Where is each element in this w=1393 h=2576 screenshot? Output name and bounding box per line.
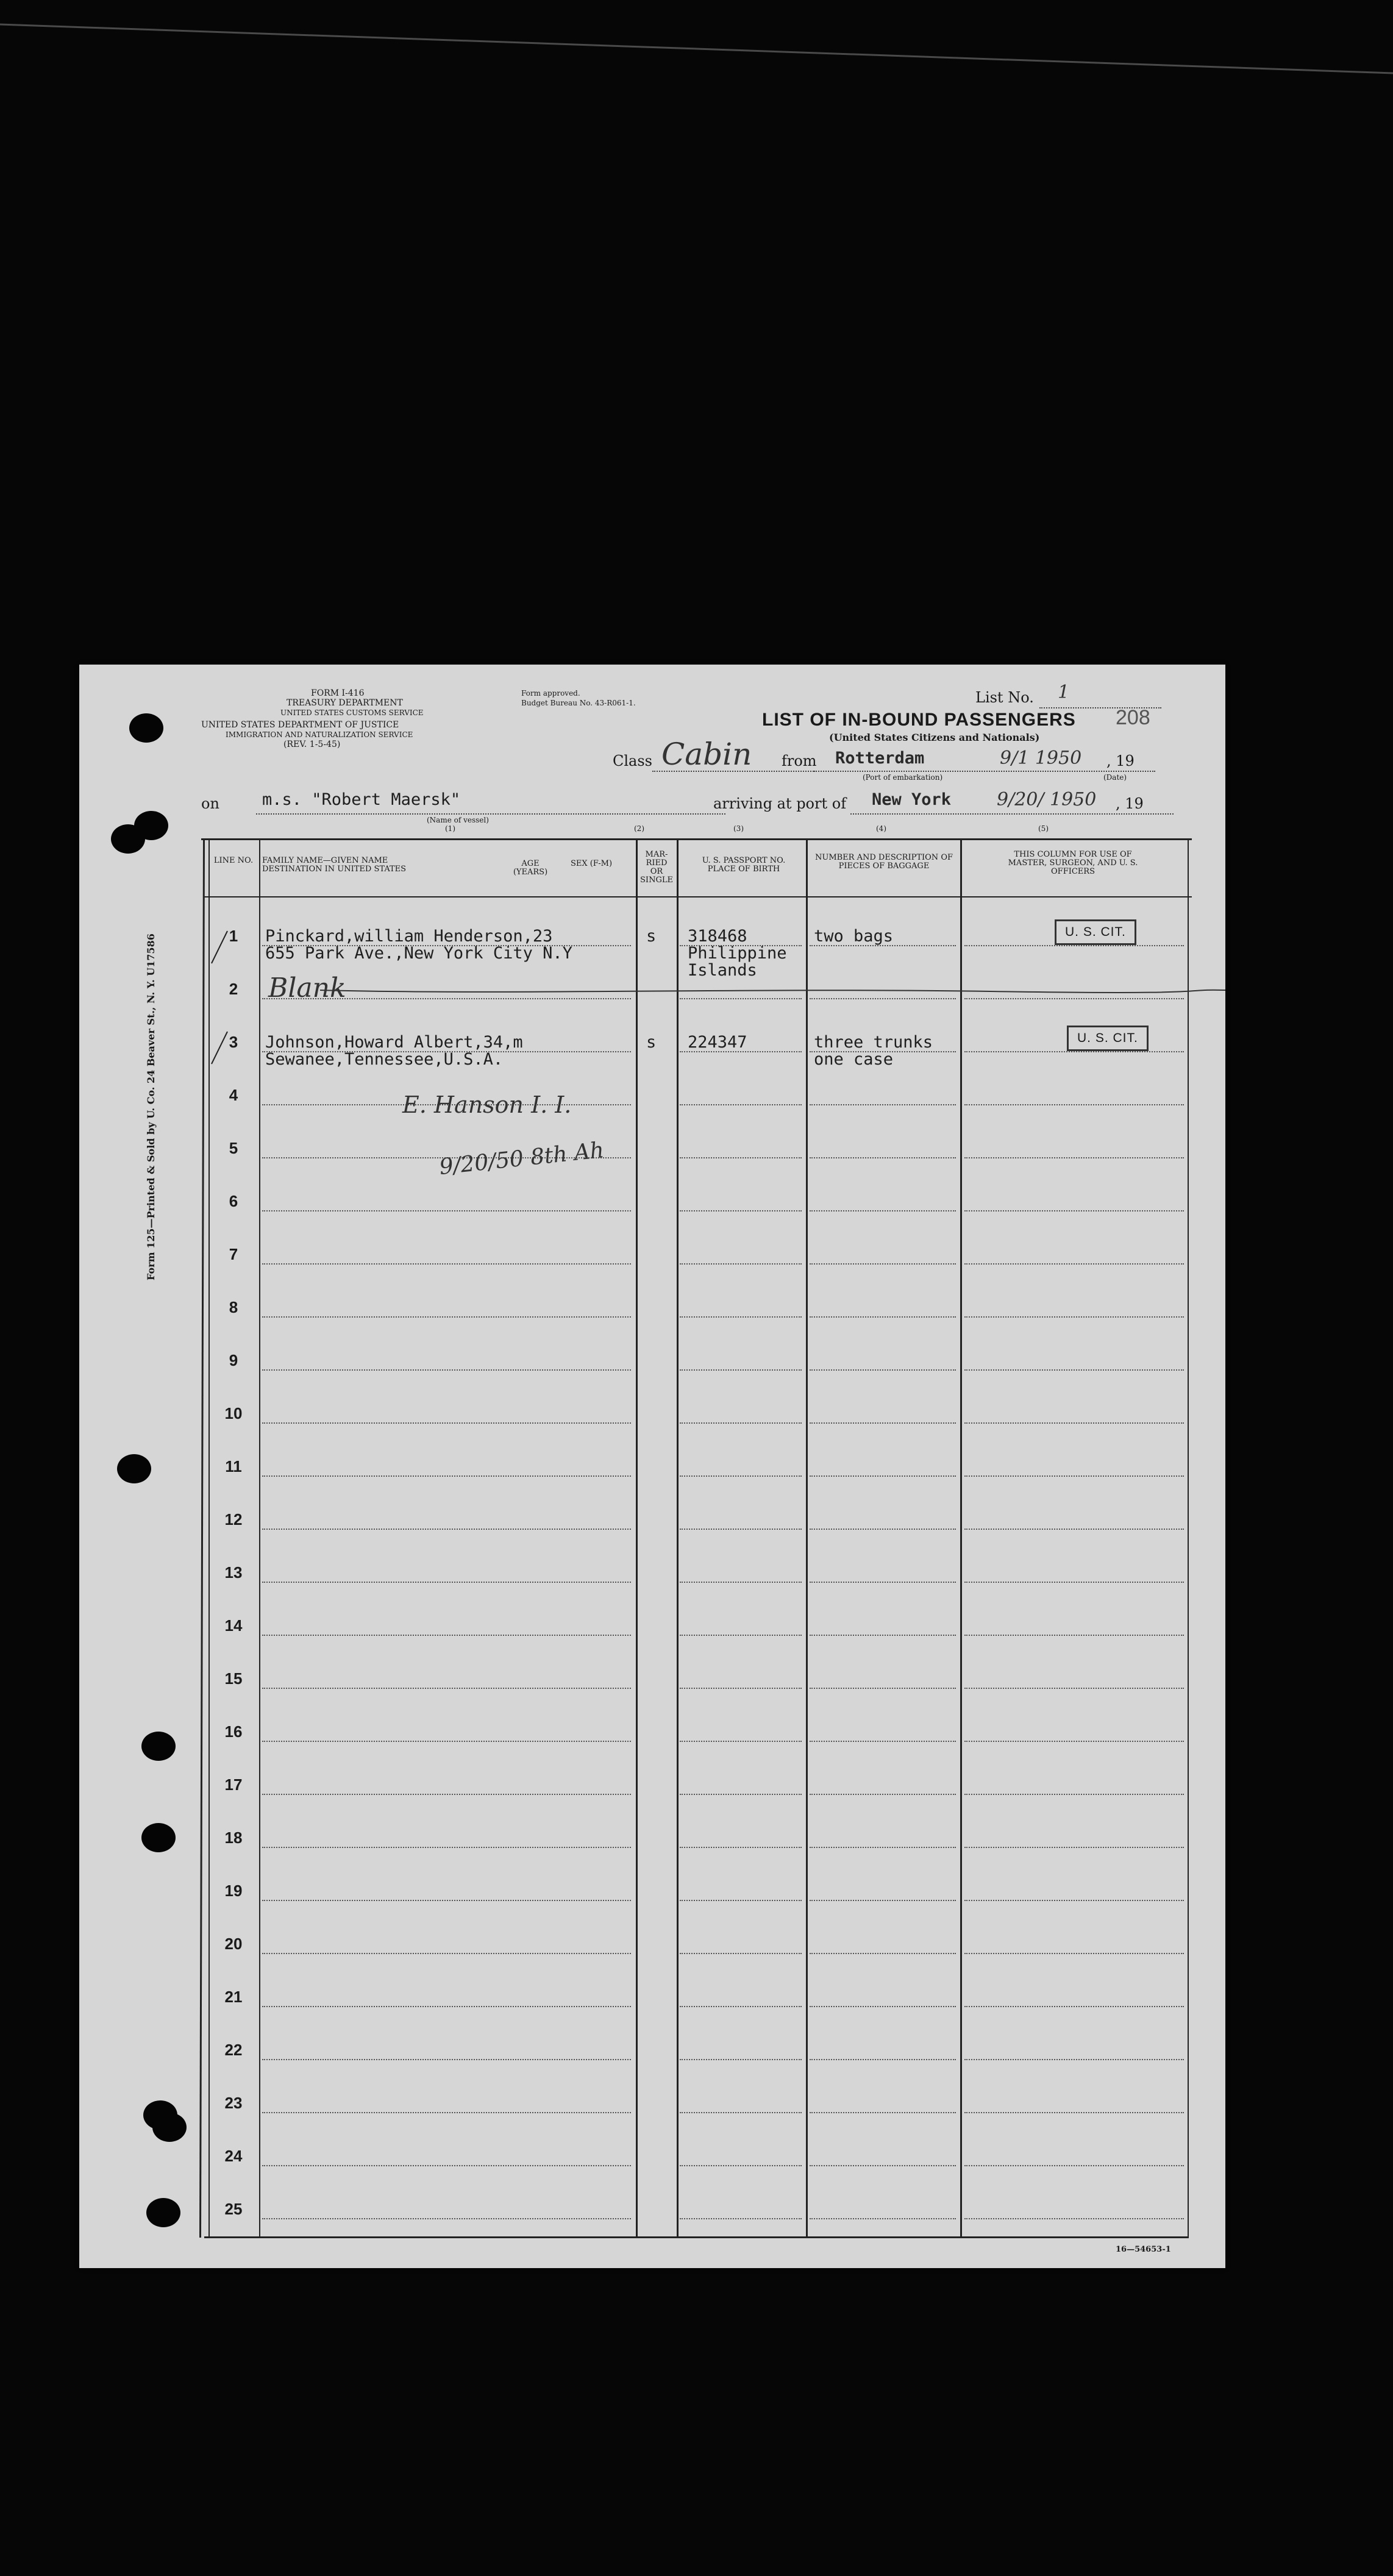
punch-hole [152,2113,187,2142]
vessel-name: m.s. "Robert Maersk" [262,790,461,809]
col-header-officers: THIS COLUMN FOR USE OF MASTER, SURGEON, AND U. S. OFFICERS [1008,850,1138,876]
col-header-passport: U. S. PASSPORT NO. PLACE OF BIRTH [702,856,786,874]
year-suffix: , 19 [1106,752,1135,769]
revision-date: (REV. 1-5-45) [283,740,341,749]
line-number: 6 [229,1192,238,1210]
official-sign-date: 9/20/50 8th Ah [438,1137,605,1180]
line-number: 2 [229,980,238,998]
line-number: 9 [229,1351,238,1369]
header-bottom-border [204,896,1192,897]
scan-edge-line [0,12,1393,79]
year-suffix-2: , 19 [1116,795,1144,812]
col-header-line-no: LINE NO. [213,856,254,865]
line-number: 5 [229,1139,238,1157]
name-line1: Blank [268,972,346,1004]
official-signature: E. Hanson I. I. [402,1091,572,1118]
approval-note: Form approved. [521,689,580,698]
baggage-line1: three trunks [814,1033,933,1052]
port-embarkation-caption: (Port of embarkation) [863,773,943,782]
line-number: 1 [229,927,238,945]
departure-date: 9/1 1950 [1000,747,1082,769]
name-line2: 655 Park Ave.,New York City N.Y [265,944,572,963]
baggage-line1: two bags [814,927,894,946]
vessel-caption: (Name of vessel) [427,816,489,824]
line-number: 23 [224,2094,243,2112]
list-no-value: 1 [1058,682,1070,703]
line-number: 8 [229,1298,238,1316]
col-num-4: (4) [876,824,886,833]
line-number: 3 [229,1033,238,1051]
col-header-baggage: NUMBER AND DESCRIPTION OF PIECES OF BAGGAGE [814,853,953,871]
arriving-label: arriving at port of [713,795,847,812]
name-line2: Sewanee,Tennessee,U.S.A. [265,1050,504,1069]
arrival-date: 9/20/ 1950 [997,789,1097,810]
punch-hole [129,713,163,743]
col-num-1: (1) [445,824,455,833]
line-number: 17 [224,1775,243,1794]
treasury-dept: TREASURY DEPARTMENT [287,698,403,708]
punch-hole [141,1732,176,1761]
line-number: 14 [224,1616,243,1635]
passport-line2: Philippine [688,944,787,963]
class-label: Class [613,752,652,769]
status: s [646,927,657,946]
punch-hole [141,1823,176,1852]
passport-line1: 318468 [688,927,747,946]
punch-hole [111,824,145,854]
line-number: 24 [224,2147,243,2165]
line-number: 12 [224,1510,243,1529]
col-header-married: MAR-RIED OR SINGLE [640,850,673,885]
name-line1: Pinckard,william Henderson,23 [265,927,553,946]
name-line1: Johnson,Howard Albert,34,m [265,1033,523,1052]
form-title: LIST OF IN-BOUND PASSENGERS [762,710,1076,730]
table-bottom-border [204,2236,1189,2238]
line-number: 18 [224,1829,243,1847]
line-number: 25 [224,2200,243,2218]
passenger-list-page [79,665,1225,2268]
blank-strike-line [259,982,1225,1000]
line-number: 13 [224,1563,243,1582]
col-header-family-name: FAMILY NAME—GIVEN NAME DESTINATION IN UNITED STATES [262,856,407,874]
table-left-border [199,838,205,2238]
port-of-embarkation: Rotterdam [835,749,925,768]
baggage-line2: one case [814,1050,894,1069]
budget-bureau-no: Budget Bureau No. 43-R061-1. [521,699,636,707]
table-top-border [201,838,1192,840]
line-number: 11 [225,1457,242,1475]
class-value: Cabin [661,737,752,772]
line-number: 4 [229,1086,238,1104]
punch-hole [117,1454,151,1483]
line-number: 7 [229,1245,238,1263]
us-citizen-stamp: U. S. CIT. [1067,1026,1149,1051]
form-number: FORM I-416 [311,688,365,698]
line-number: 20 [224,1935,243,1953]
col-num-3: (3) [733,824,744,833]
footer-code: 16—54653-1 [1116,2245,1171,2254]
justice-dept: UNITED STATES DEPARTMENT OF JUSTICE [201,720,399,730]
line-number: 15 [224,1669,243,1688]
line-number: 21 [224,1988,243,2006]
form-subtitle: (United States Citizens and Nationals) [829,732,1040,743]
line-number: 10 [224,1404,243,1422]
arrival-port: New York [872,790,952,809]
passport-line3: Islands [688,961,757,980]
customs-service: UNITED STATES CUSTOMS SERVICE [280,708,424,717]
status: s [646,1033,657,1052]
line-number: 22 [224,2041,243,2059]
page-number: 208 [1116,706,1150,729]
us-citizen-stamp: U. S. CIT. [1055,919,1136,945]
punch-hole [146,2198,180,2227]
from-label: from [782,752,817,769]
side-print-text: Form 125—Printed & Sold by U. Co. 24 Beaver St., N. Y. U17586 [145,933,157,1280]
col-header-sex: SEX (F-M) [570,859,613,868]
on-label: on [201,795,219,812]
check-mark-icon [210,930,229,966]
list-no-label: List No. [975,689,1034,706]
col-header-age: AGE (YEARS) [513,859,548,877]
line-number: 16 [224,1722,243,1741]
passport-line1: 224347 [688,1033,747,1052]
date-caption: (Date) [1103,773,1127,782]
check-mark-icon [210,1030,229,1067]
col-num-5: (5) [1038,824,1049,833]
line-number: 19 [224,1882,243,1900]
immigration-service: IMMIGRATION AND NATURALIZATION SERVICE [226,730,413,739]
col-num-2: (2) [634,824,644,833]
